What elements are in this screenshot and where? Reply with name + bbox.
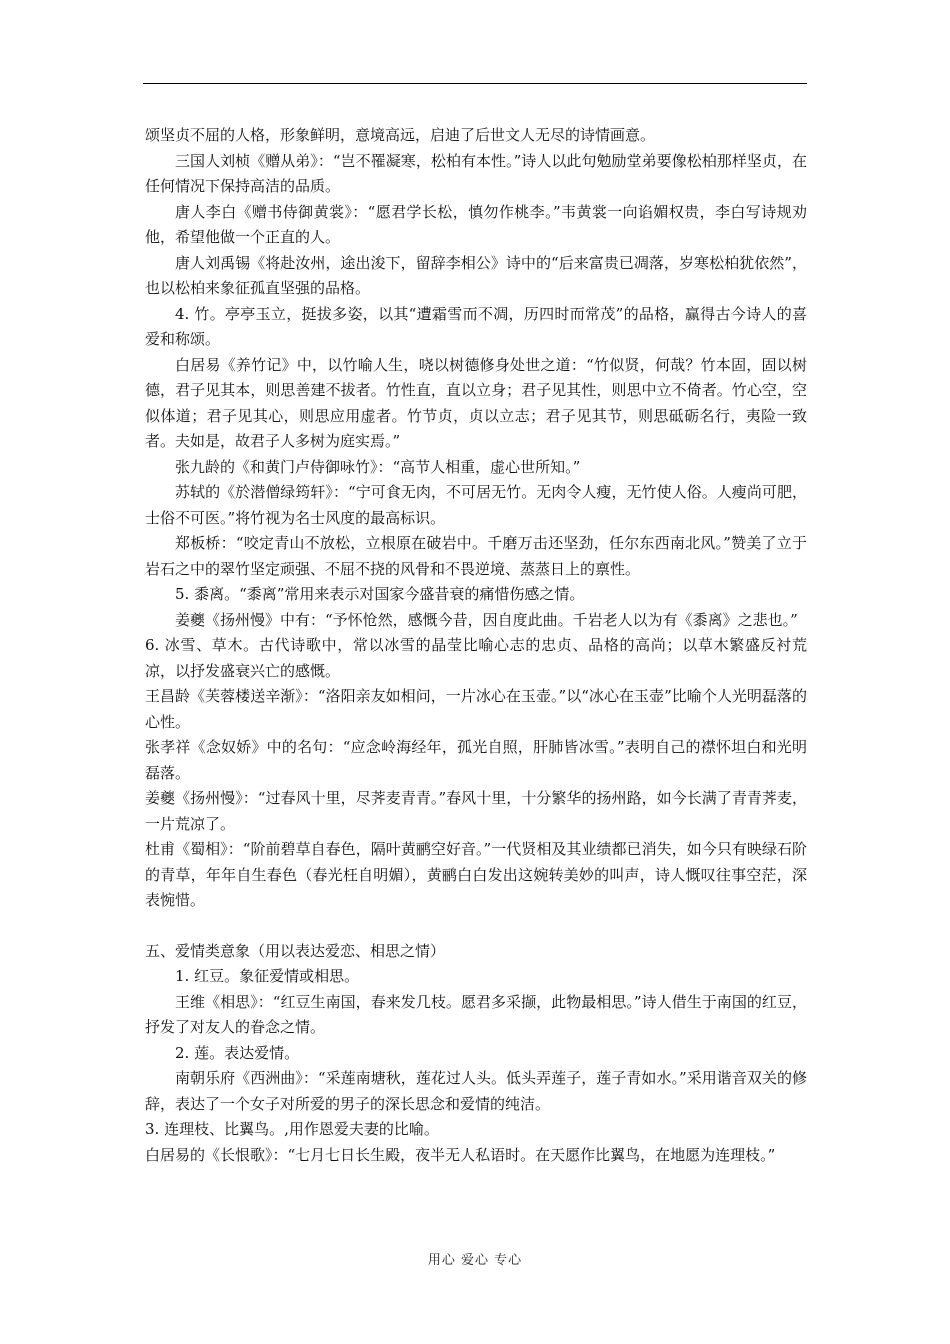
paragraph: 唐人刘禹锡《将赴汝州，途出浚下，留辞李相公》诗中的“后来富贵已凋落，岁寒松柏犹依然”，也以松柏来象征孤直坚强的品格。 bbox=[145, 253, 807, 297]
page-footer: 用心 爱心 专心 bbox=[427, 1253, 523, 1268]
paragraph: 张孝祥《念奴娇》中的名句：“应念岭海经年，孤光自照，肝肺皆冰雪。”表明自己的襟怀坦白和光明磊落。 bbox=[145, 738, 807, 782]
paragraph: 五、爱情类意象（用以表达爱恋、相思之情） bbox=[145, 941, 446, 960]
header-rule bbox=[143, 83, 807, 84]
paragraph: 南朝乐府《西洲曲》：“采莲南塘秋，莲花过人头。低头弄莲子，莲子青如水。”采用谐音双关的修辞，表达了一个女子对所爱的男子的深长思念和爱情的纯洁。 bbox=[145, 1069, 807, 1113]
paragraph: 白居易《养竹记》中，以竹喻人生，哓以树德修身处世之道：“竹似贤，何哉？竹本固，固以树德，君子见其本，则思善建不拔者。竹性直，直以立身；君子见其性，则思中立不倚者。竹心空，空似体道；君子见其心，则思应用虚者。竹节贞，贞以立志；君子见其节，则思砥砺名行，夷险一致者。夫如是，故君子人多树为庭实焉。” bbox=[145, 355, 807, 450]
document-body bbox=[145, 123, 807, 1168]
paragraph: 姜夔《扬州慢》：“过春风十里，尽荠麦青青。”春风十里，十分繁华的扬州路，如今长满了青青荠麦，一片荒凉了。 bbox=[145, 789, 807, 833]
paragraph: 白居易的《长恨歌》：“七月七日长生殿，夜半无人私语时。在天愿作比翼鸟，在地愿为连理枝。” bbox=[145, 1145, 776, 1164]
paragraph: 6. 冰雪、草木。古代诗歌中，常以冰雪的晶莹比喻心志的忠贞、品格的高尚；以草木繁盛反衬荒凉，以抒发盛衰兴亡的感慨。 bbox=[145, 636, 807, 680]
paragraph: 颂坚贞不屈的人格，形象鲜明，意境高远，启迪了后世文人无尽的诗情画意。 bbox=[145, 126, 656, 144]
paragraph: 王昌龄《芙蓉楼送辛渐》：“洛阳亲友如相问，一片冰心在玉壶。”以“冰心在玉壶”比喻个人光明磊落的心性。 bbox=[145, 687, 807, 731]
paragraph: 三国人刘桢《赠从弟》：“岂不罹凝寒，松柏有本性。”诗人以此句勉励堂弟要像松柏那样坚贞，在任何情况下保持高洁的品质。 bbox=[145, 151, 807, 195]
paragraph: 杜甫《蜀相》：“阶前碧草自春色，隔叶黄鹂空好音。”一代贤相及其业绩都已消失，如今只有映绿石阶的青草，年年自生春色（春光枉自明媚），黄鹂白白发出这婉转美妙的叫声，诗人慨叹往事空茫，深表惋惜。 bbox=[145, 840, 807, 909]
paragraph-spacer bbox=[145, 914, 807, 939]
paragraph: 姜夔《扬州慢》中有：“予怀怆然，感慨今昔，因自度此曲。千岩老人以为有《黍离》之悲也。” bbox=[175, 610, 798, 629]
paragraph: 唐人李白《赠书侍御黄裳》：“愿君学长松，慎勿作桃李。”韦黄裳一向谄媚权贵，李白写诗规劝他，希望他做一个正直的人。 bbox=[145, 202, 807, 246]
paragraph: 郑板桥：“咬定青山不放松，立根原在破岩中。千磨万击还坚劲，任尔东西南北风。”赞美了立于岩石之中的翠竹坚定顽强、不屈不挠的风骨和不畏逆境、蒸蒸日上的禀性。 bbox=[145, 534, 807, 578]
paragraph: 4. 竹。亭亭玉立，挺拔多姿，以其“遭霜雪而不凋，历四时而常茂”的品格，赢得古今诗人的喜爱和称颂。 bbox=[145, 304, 807, 348]
paragraph: 2. 莲。表达爱情。 bbox=[175, 1043, 300, 1062]
paragraph: 3. 连理枝、比翼鸟。,用作恩爱夫妻的比喻。 bbox=[145, 1120, 439, 1138]
paragraph: 张九龄的《和黄门卢侍御咏竹》：“高节人相重，虚心世所知。” bbox=[175, 457, 581, 476]
paragraph: 1. 红豆。象征爱情或相思。 bbox=[175, 967, 360, 985]
paragraph: 5. 黍离。“黍离”常用来表示对国家今盛昔衰的痛惜伤感之情。 bbox=[175, 585, 585, 603]
paragraph: 王维《相思》：“红豆生南国，春来发几枝。愿君多采撷，此物最相思。”诗人借生于南国的红豆，抒发了对友人的眷念之情。 bbox=[145, 992, 807, 1036]
paragraph: 苏轼的《於潜僧绿筠轩》：“宁可食无肉，不可居无竹。无肉令人瘦，无竹使人俗。人瘦尚可肥，士俗不可医。”将竹视为名士风度的最高标识。 bbox=[145, 483, 807, 527]
